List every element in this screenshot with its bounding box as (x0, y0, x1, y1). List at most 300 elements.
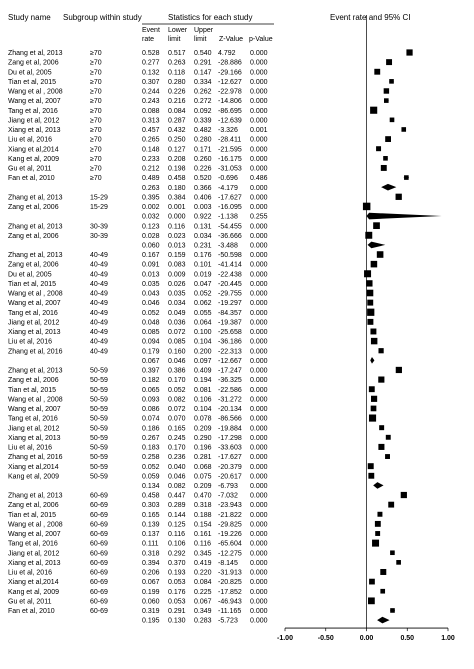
table-row (8, 204, 268, 211)
point-estimate (378, 377, 384, 383)
cell-z-value: -29.825 (218, 521, 242, 529)
cell-subgroup: 40-49 (90, 252, 108, 260)
cell-lower-limit: 0.013 (168, 242, 186, 250)
cell-z-value: -12.275 (218, 550, 242, 558)
cell-z-value: -22.313 (218, 348, 242, 356)
plot-marks (363, 49, 442, 623)
cell-p-value: 0.000 (250, 271, 268, 279)
point-estimate (401, 492, 407, 498)
cell-upper-limit: 0.097 (194, 357, 212, 365)
table-row (8, 368, 268, 375)
cell-subgroup: ≥70 (90, 155, 102, 163)
point-estimate (384, 88, 389, 93)
point-estimate (383, 156, 388, 161)
table-row (8, 60, 268, 67)
point-estimate (380, 569, 386, 575)
cell-subgroup: 50-59 (90, 367, 108, 375)
cell-upper-limit: 0.101 (194, 261, 212, 269)
cell-event-rate: 0.489 (142, 175, 160, 183)
cell-p-value: 0.000 (250, 319, 268, 327)
cell-lower-limit: 0.447 (168, 492, 186, 500)
table-row (8, 493, 268, 500)
cell-event-rate: 0.165 (142, 511, 160, 519)
cell-lower-limit: 0.083 (168, 261, 186, 269)
cell-study-name: Xiang et al, 2013 (8, 559, 61, 567)
cell-z-value: -41.414 (218, 261, 242, 269)
cell-subgroup: ≥70 (90, 165, 102, 173)
table-row (8, 69, 268, 76)
cell-event-rate: 0.060 (142, 598, 160, 606)
cell-lower-limit: 0.000 (168, 213, 186, 221)
cell-upper-limit: 0.260 (194, 155, 212, 163)
cell-subgroup: 40-49 (90, 329, 108, 337)
cell-study-name: Wang et al , 2008 (8, 290, 63, 298)
x-tick-label: -0.50 (317, 635, 334, 643)
header-upper-limit-1: Upper (194, 27, 214, 34)
cell-z-value: -17.298 (218, 434, 242, 442)
cell-lower-limit: 0.170 (168, 377, 186, 385)
cell-z-value: -86.695 (218, 107, 242, 115)
table-row (8, 252, 268, 259)
cell-study-name: Jiang et al, 2012 (8, 550, 60, 558)
cell-p-value: 0.000 (250, 454, 268, 462)
cell-z-value: -5.723 (218, 617, 238, 625)
cell-p-value: 0.000 (250, 309, 268, 317)
cell-event-rate: 0.134 (142, 483, 160, 490)
table-row (8, 445, 268, 452)
cell-p-value: 0.000 (250, 117, 268, 125)
cell-event-rate: 0.043 (142, 290, 160, 298)
cell-p-value: 0.000 (250, 252, 268, 260)
point-estimate (369, 415, 376, 422)
cell-event-rate: 0.086 (142, 406, 160, 414)
cell-p-value: 0.000 (250, 511, 268, 519)
cell-upper-limit: 0.106 (194, 396, 212, 404)
table-row (8, 127, 268, 134)
cell-z-value: -25.658 (218, 329, 242, 337)
cell-lower-limit: 0.085 (168, 338, 186, 346)
table-row (8, 339, 268, 346)
cell-upper-limit: 0.262 (194, 88, 212, 96)
cell-study-name: Wang et al , 2008 (8, 396, 63, 404)
cell-lower-limit: 0.263 (168, 59, 186, 67)
cell-subgroup: 60-69 (90, 579, 108, 587)
cell-event-rate: 0.048 (142, 319, 160, 327)
cell-p-value: 0.000 (250, 165, 268, 173)
table-row (142, 618, 268, 625)
cell-p-value: 0.000 (250, 608, 268, 616)
cell-event-rate: 0.263 (142, 184, 160, 192)
cell-subgroup: 40-49 (90, 348, 108, 356)
point-estimate (371, 406, 377, 412)
cell-z-value: -12.667 (218, 357, 242, 365)
cell-upper-limit: 0.104 (194, 338, 212, 346)
cell-subgroup: 60-69 (90, 511, 108, 519)
cell-study-name: Kang et al, 2009 (8, 155, 59, 163)
cell-z-value: -36.325 (218, 377, 242, 385)
cell-z-value: -21.822 (218, 511, 242, 519)
point-estimate (368, 597, 375, 604)
table-row (8, 166, 268, 173)
cell-p-value: 0.001 (250, 127, 268, 135)
cell-upper-limit: 0.019 (194, 271, 212, 279)
point-estimate (370, 107, 377, 114)
cell-lower-limit: 0.170 (168, 444, 186, 452)
cell-z-value: -20.134 (218, 406, 242, 414)
point-estimate (375, 521, 381, 527)
table-row (8, 598, 268, 605)
cell-subgroup: ≥70 (90, 88, 102, 96)
cell-event-rate: 0.243 (142, 98, 160, 106)
cell-lower-limit: 0.130 (168, 617, 186, 625)
cell-upper-limit: 0.062 (194, 300, 212, 308)
cell-lower-limit: 0.176 (168, 588, 186, 596)
table-row (142, 358, 268, 365)
cell-z-value: -20.825 (218, 579, 242, 587)
cell-subgroup: 60-69 (90, 588, 108, 596)
table-row (142, 483, 268, 490)
cell-lower-limit: 0.250 (168, 136, 186, 144)
cell-z-value: -0.696 (218, 175, 238, 183)
cell-p-value: 0.000 (250, 396, 268, 404)
cell-lower-limit: 0.046 (168, 357, 186, 365)
cell-z-value: -20.445 (218, 280, 242, 288)
table-row (8, 89, 268, 96)
point-estimate (384, 98, 389, 103)
cell-subgroup: ≥70 (90, 98, 102, 106)
cell-p-value: 0.000 (250, 300, 268, 308)
point-estimate (404, 175, 409, 180)
cell-lower-limit: 0.072 (168, 329, 186, 337)
cell-study-name: Tian et al, 2015 (8, 78, 56, 86)
cell-upper-limit: 0.075 (194, 473, 212, 481)
cell-p-value: 0.000 (250, 59, 268, 67)
cell-upper-limit: 0.196 (194, 444, 212, 452)
cell-z-value: -7.032 (218, 492, 238, 500)
cell-z-value: -4.179 (218, 184, 238, 192)
x-tick-label: -1.00 (277, 635, 293, 643)
cell-p-value: 0.000 (250, 406, 268, 414)
cell-subgroup: 60-69 (90, 598, 108, 606)
cell-z-value: -46.943 (218, 598, 242, 606)
cell-lower-limit: 0.370 (168, 559, 186, 567)
cell-upper-limit: 0.540 (194, 50, 212, 58)
table-row (8, 79, 268, 86)
cell-subgroup: 60-69 (90, 502, 108, 510)
point-estimate (396, 367, 402, 373)
cell-upper-limit: 0.047 (194, 280, 212, 288)
cell-p-value: 0.000 (250, 98, 268, 106)
cell-p-value: 0.000 (250, 69, 268, 77)
table-row (8, 521, 268, 528)
cell-lower-limit: 0.458 (168, 175, 186, 183)
cell-upper-limit: 0.147 (194, 69, 212, 77)
cell-study-name: Tian et al, 2015 (8, 280, 56, 288)
cell-study-name: Du et al, 2005 (8, 271, 52, 279)
cell-upper-limit: 0.366 (194, 184, 212, 192)
cell-event-rate: 0.186 (142, 425, 160, 433)
point-estimate (367, 309, 374, 316)
cell-event-rate: 0.035 (142, 280, 160, 288)
cell-z-value: -12.627 (218, 78, 242, 86)
cell-subgroup: ≥70 (90, 69, 102, 77)
table-row (8, 531, 268, 538)
cell-event-rate: 0.265 (142, 136, 160, 144)
cell-subgroup: 60-69 (90, 531, 108, 539)
cell-lower-limit: 0.193 (168, 569, 186, 577)
cell-study-name: Wang et al , 2008 (8, 88, 63, 96)
cell-study-name: Wang et al, 2007 (8, 98, 61, 106)
cell-z-value: -1.138 (218, 213, 238, 221)
cell-lower-limit: 0.116 (168, 223, 185, 231)
cell-p-value: 0.000 (250, 184, 268, 192)
cell-event-rate: 0.088 (142, 107, 160, 115)
cell-upper-limit: 0.209 (194, 425, 212, 433)
point-estimate (376, 146, 381, 151)
summary-diamond (370, 357, 374, 364)
cell-upper-limit: 0.409 (194, 367, 212, 375)
cell-event-rate: 0.091 (142, 261, 160, 269)
cell-subgroup: 50-59 (90, 444, 108, 452)
cell-p-value: 0.000 (250, 223, 268, 231)
header-plot-title: Event rate and 95% CI (330, 13, 411, 22)
cell-z-value: -19.387 (218, 319, 242, 327)
cell-event-rate: 0.233 (142, 155, 160, 163)
cell-upper-limit: 0.034 (194, 232, 212, 240)
cell-p-value: 0.000 (250, 588, 268, 596)
cell-study-name: Xiang et al,2014 (8, 146, 59, 154)
cell-lower-limit: 0.036 (168, 319, 186, 327)
cell-subgroup: ≥70 (90, 175, 102, 183)
cell-subgroup: 60-69 (90, 550, 108, 558)
table-row (8, 550, 268, 557)
point-estimate (368, 463, 374, 469)
cell-study-name: Jiang et al, 2012 (8, 117, 60, 125)
table-row (8, 262, 268, 269)
cell-study-name: Zang et al, 2006 (8, 232, 59, 240)
point-estimate (388, 502, 394, 508)
table-row (8, 608, 268, 615)
cell-upper-limit: 0.100 (194, 329, 212, 337)
cell-subgroup: 60-69 (90, 540, 108, 548)
cell-event-rate: 0.060 (142, 242, 160, 250)
cell-event-rate: 0.182 (142, 377, 160, 385)
cell-subgroup: 60-69 (90, 559, 108, 567)
header-event-rate-2: rate (142, 36, 155, 43)
cell-event-rate: 0.137 (142, 531, 160, 539)
cell-z-value: -17.247 (218, 367, 242, 375)
x-axis (277, 15, 455, 642)
cell-z-value: -31.913 (218, 569, 242, 577)
cell-p-value: 0.000 (250, 146, 268, 154)
cell-subgroup: ≥70 (90, 117, 102, 125)
cell-p-value: 0.000 (250, 290, 268, 298)
cell-p-value: 0.000 (250, 232, 268, 240)
cell-z-value: -31.272 (218, 396, 242, 404)
cell-event-rate: 0.258 (142, 454, 160, 462)
table-row (8, 233, 268, 240)
cell-subgroup: 40-49 (90, 261, 108, 269)
cell-p-value: 0.255 (250, 213, 268, 221)
cell-p-value: 0.000 (250, 386, 268, 394)
table-row (8, 194, 268, 201)
cell-z-value: -29.755 (218, 290, 242, 298)
cell-subgroup: 15-29 (90, 194, 108, 202)
cell-event-rate: 0.052 (142, 309, 160, 317)
point-estimate (372, 540, 379, 547)
cell-study-name: Du et al, 2005 (8, 69, 52, 77)
cell-z-value: -36.186 (218, 338, 242, 346)
cell-z-value: -19.297 (218, 300, 242, 308)
cell-subgroup: 40-49 (90, 280, 108, 288)
point-estimate (406, 49, 412, 55)
cell-upper-limit: 0.078 (194, 415, 212, 423)
cell-lower-limit: 0.052 (168, 386, 186, 394)
cell-upper-limit: 0.280 (194, 136, 212, 144)
cell-event-rate: 0.195 (142, 617, 160, 625)
cell-event-rate: 0.148 (142, 146, 160, 154)
table-row (8, 223, 268, 230)
cell-upper-limit: 0.406 (194, 194, 212, 202)
table-row (142, 243, 268, 250)
cell-subgroup: 50-59 (90, 463, 108, 471)
cell-z-value: -11.165 (218, 608, 242, 616)
cell-event-rate: 0.065 (142, 386, 160, 394)
cell-study-name: Tang et al, 2016 (8, 107, 58, 115)
cell-z-value: -12.639 (218, 117, 242, 125)
table-row (8, 464, 268, 471)
cell-study-name: Tian et al, 2015 (8, 386, 56, 394)
cell-lower-limit: 0.023 (168, 232, 186, 240)
table-row (8, 50, 268, 57)
cell-p-value: 0.000 (250, 559, 268, 567)
cell-upper-limit: 0.334 (194, 78, 212, 86)
point-estimate (368, 473, 374, 479)
cell-z-value: -23.943 (218, 502, 242, 510)
cell-lower-limit: 0.165 (168, 425, 186, 433)
cell-event-rate: 0.139 (142, 521, 160, 529)
cell-upper-limit: 0.291 (194, 59, 212, 67)
summary-diamond (368, 242, 386, 249)
cell-upper-limit: 0.345 (194, 550, 212, 558)
cell-upper-limit: 0.081 (194, 386, 212, 394)
cell-subgroup: 50-59 (90, 406, 108, 414)
point-estimate (374, 69, 380, 75)
cell-upper-limit: 0.052 (194, 290, 212, 298)
table-row (8, 416, 268, 423)
cell-upper-limit: 0.067 (194, 598, 212, 606)
cell-event-rate: 0.458 (142, 492, 160, 500)
cell-z-value: -21.595 (218, 146, 242, 154)
point-estimate (378, 348, 383, 353)
table-row (8, 310, 268, 317)
cell-upper-limit: 0.339 (194, 117, 212, 125)
cell-event-rate: 0.059 (142, 473, 160, 481)
table-row (142, 214, 268, 221)
cell-p-value: 0.000 (250, 617, 268, 625)
point-estimate (377, 251, 384, 258)
cell-p-value: 0.000 (250, 425, 268, 433)
cell-subgroup: ≥70 (90, 136, 102, 144)
table-row (8, 108, 268, 115)
cell-upper-limit: 0.922 (194, 213, 212, 221)
cell-lower-limit: 0.106 (168, 540, 186, 548)
cell-p-value: 0.000 (250, 502, 268, 510)
cell-z-value: -65.604 (218, 540, 242, 548)
cell-z-value: -17.627 (218, 454, 242, 462)
cell-subgroup: 60-69 (90, 608, 108, 616)
cell-z-value: -8.145 (218, 559, 238, 567)
cell-upper-limit: 0.092 (194, 107, 212, 115)
table-row (8, 271, 268, 278)
cell-subgroup: 50-59 (90, 473, 108, 481)
cell-upper-limit: 0.290 (194, 434, 212, 442)
cell-subgroup: 40-49 (90, 309, 108, 317)
table-row (8, 98, 268, 105)
cell-study-name: Xiang et al,2014 (8, 463, 59, 471)
cell-upper-limit: 0.194 (194, 377, 212, 385)
table-row (8, 396, 268, 403)
table-row (8, 425, 268, 432)
cell-upper-limit: 0.231 (194, 242, 212, 250)
cell-study-name: Tang et al, 2016 (8, 415, 58, 423)
cell-subgroup: 40-49 (90, 300, 108, 308)
table-rows (8, 50, 268, 625)
x-tick-label: 0.50 (400, 635, 415, 643)
cell-event-rate: 0.111 (142, 540, 159, 548)
point-estimate (371, 261, 378, 268)
cell-event-rate: 0.093 (142, 396, 160, 404)
cell-event-rate: 0.394 (142, 559, 160, 567)
cell-lower-limit: 0.084 (168, 107, 186, 115)
cell-subgroup: 15-29 (90, 204, 108, 212)
header-lower-limit-2: limit (168, 36, 181, 43)
cell-p-value: 0.000 (250, 492, 268, 500)
cell-p-value: 0.000 (250, 88, 268, 96)
cell-study-name: Zhang et al, 2013 (8, 367, 63, 375)
cell-z-value: -19.226 (218, 531, 242, 539)
cell-p-value: 0.000 (250, 357, 268, 365)
cell-subgroup: 50-59 (90, 396, 108, 404)
cell-study-name: Gu et al, 2011 (8, 598, 52, 606)
cell-study-name: Liu et al, 2016 (8, 338, 52, 346)
cell-p-value: 0.000 (250, 204, 268, 212)
cell-event-rate: 0.046 (142, 300, 160, 308)
cell-event-rate: 0.123 (142, 223, 160, 231)
header-lower-limit-1: Lower (168, 27, 188, 34)
cell-lower-limit: 0.208 (168, 155, 186, 163)
point-estimate (373, 222, 380, 229)
cell-z-value: -50.598 (218, 252, 242, 260)
cell-study-name: Liu et al, 2016 (8, 136, 52, 144)
cell-study-name: Fan et al, 2010 (8, 608, 55, 616)
point-estimate (390, 118, 395, 123)
cell-z-value: -22.438 (218, 271, 242, 279)
cell-subgroup: 40-49 (90, 319, 108, 327)
table-row (8, 406, 268, 413)
cell-subgroup: 50-59 (90, 425, 108, 433)
table-row (8, 329, 268, 336)
cell-subgroup: ≥70 (90, 146, 102, 154)
header-study-name: Study name (8, 13, 51, 22)
table-row (8, 175, 268, 182)
cell-p-value: 0.000 (250, 261, 268, 269)
cell-upper-limit: 0.003 (194, 204, 212, 212)
cell-z-value: -31.053 (218, 165, 242, 173)
cell-upper-limit: 0.154 (194, 521, 212, 529)
cell-lower-limit: 0.053 (168, 598, 186, 606)
cell-p-value: 0.000 (250, 194, 268, 202)
